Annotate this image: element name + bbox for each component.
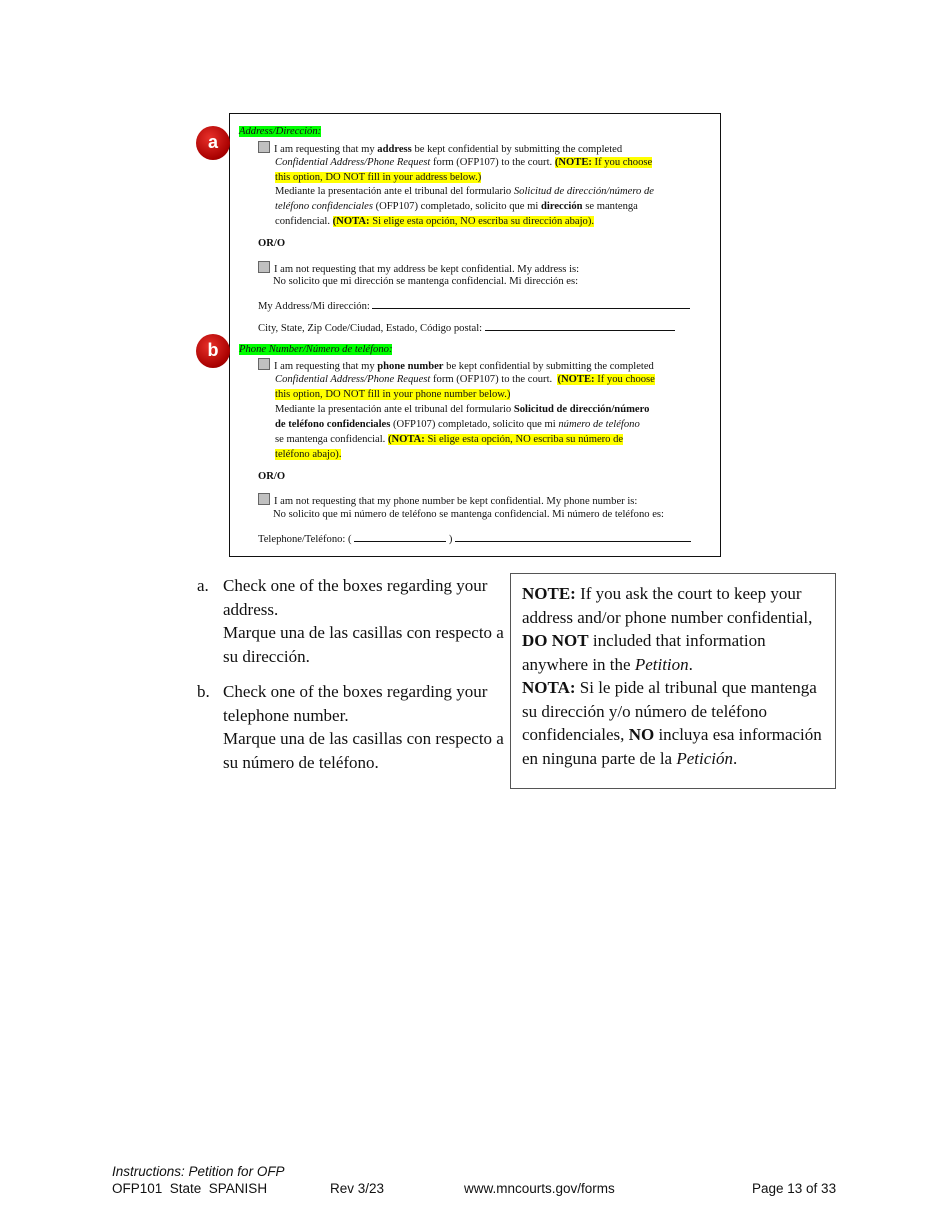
phone-confidential-checkbox[interactable] [258, 358, 270, 370]
address-field[interactable] [372, 298, 690, 309]
note-box [510, 573, 836, 789]
text: teléfono confidenciales [275, 201, 373, 212]
text: Marque una de las casillas con respecto a su dirección. [223, 623, 504, 666]
text: Petition [634, 654, 689, 674]
text: this option, DO NOT fill in your phone number below.) [275, 389, 511, 400]
text: Mediante la presentación ante el tribunal del formulario [275, 186, 514, 197]
text: I am requesting that my [274, 144, 378, 155]
text: If you ask the court to keep your address and/or phone number confidential, [522, 584, 813, 627]
text: Confidential Address/Phone Request [275, 157, 431, 168]
text: this option, DO NOT fill in your address below.) [275, 172, 482, 183]
footer-form-id: OFP101 State SPANISH [112, 1181, 268, 1196]
text: se mantenga [582, 201, 638, 212]
text: DO NOT [522, 631, 589, 650]
text: . [733, 748, 738, 768]
text: se mantenga confidencial. [275, 434, 388, 445]
text: Marque una de las casillas con respecto a su número de teléfono. [223, 729, 504, 772]
text: (OFP107) completado, solicito que mi [372, 201, 541, 212]
footer-url[interactable]: www.mncourts.gov/forms [464, 1181, 615, 1196]
text: phone number [377, 361, 444, 372]
instructions-list [197, 574, 513, 786]
text: . [688, 654, 693, 674]
footer-revision: Rev 3/23 [330, 1181, 385, 1196]
text: I am not requesting that my phone number be kept confidential. My phone number is: [274, 496, 638, 507]
text: be kept confidential by submitting the completed [443, 361, 654, 372]
text: Solicitud de dirección/número de [513, 186, 654, 197]
callout-badge-a: a [196, 126, 230, 160]
text: Check one of the boxes regarding your address. [223, 576, 488, 619]
text: NOTA: [522, 678, 576, 697]
phone-number-field[interactable] [455, 531, 691, 542]
text: Si elige esta opción, NO escriba su número de [424, 434, 624, 445]
text: I am not requesting that my address be kept confidential. My address is: [274, 264, 580, 275]
text: No solicito que mi número de teléfono se mantenga confidencial. Mi número de teléfono es: [273, 509, 664, 520]
footer-page-number: Page 13 of 33 [752, 1181, 837, 1196]
text: incluya esa información en ninguna parte de la [522, 725, 822, 768]
text: NO [628, 725, 655, 744]
text: Si elige esta opción, NO escriba su dirección abajo). [369, 216, 595, 227]
text: Petición [676, 748, 734, 768]
text: teléfono abajo). [275, 449, 342, 460]
text: (NOTA: [332, 216, 370, 227]
text: ) [446, 534, 453, 545]
phone-not-confidential-checkbox[interactable] [258, 493, 270, 505]
text: Confidential Address/Phone Request [275, 374, 431, 385]
text: address [377, 144, 412, 155]
callout-badge-b: b [196, 334, 230, 368]
text: Solicitud de dirección/número [513, 404, 650, 415]
text: If you choose [591, 157, 653, 168]
address-heading: Address/Dirección: [239, 126, 322, 137]
text: If you choose [594, 374, 655, 385]
text: form (OFP107) to the court. [430, 157, 555, 168]
address-not-confidential-checkbox[interactable] [258, 261, 270, 273]
text: de teléfono confidenciales [275, 419, 391, 430]
city-state-zip-label: City, State, Zip Code/Ciudad, Estado, Código postal: [258, 323, 483, 334]
list-marker: a. [197, 576, 209, 595]
text: número de teléfono [558, 419, 640, 430]
text: Si le pide al tribunal que mantenga su dirección y/o número de teléfono confidenciales, [522, 678, 817, 744]
text: NOTE: [522, 584, 576, 603]
text: No solicito que mi dirección se mantenga confidencial. Mi dirección es: [273, 276, 579, 287]
phone-heading: Phone Number/Número de teléfono: [239, 344, 393, 355]
text: dirección [540, 201, 583, 212]
telephone-label: Telephone/Teléfono: ( [258, 534, 355, 545]
city-state-zip-field[interactable] [485, 320, 675, 331]
text: form (OFP107) to the court. [430, 374, 558, 385]
text: confidencial. [275, 216, 333, 227]
or-label: OR/O [258, 471, 286, 482]
footer-title: Instructions: Petition for OFP [112, 1164, 285, 1179]
list-item [197, 680, 513, 774]
text: (NOTE: [554, 157, 592, 168]
address-confidential-checkbox[interactable] [258, 141, 270, 153]
list-item [197, 574, 513, 668]
or-label: OR/O [258, 238, 286, 249]
text: (OFP107) completado, solicito que mi [390, 419, 559, 430]
list-marker: b. [197, 682, 210, 701]
text: included that information anywhere in the [522, 631, 766, 674]
text: Check one of the boxes regarding your telephone number. [223, 682, 488, 725]
text: (NOTA: [387, 434, 425, 445]
text: (NOTE: [557, 374, 595, 385]
text: I am requesting that my [274, 361, 378, 372]
area-code-field[interactable] [354, 531, 446, 542]
text: Mediante la presentación ante el tribunal del formulario [275, 404, 514, 415]
address-label: My Address/Mi dirección: [258, 301, 370, 312]
text: be kept confidential by submitting the completed [411, 144, 623, 155]
